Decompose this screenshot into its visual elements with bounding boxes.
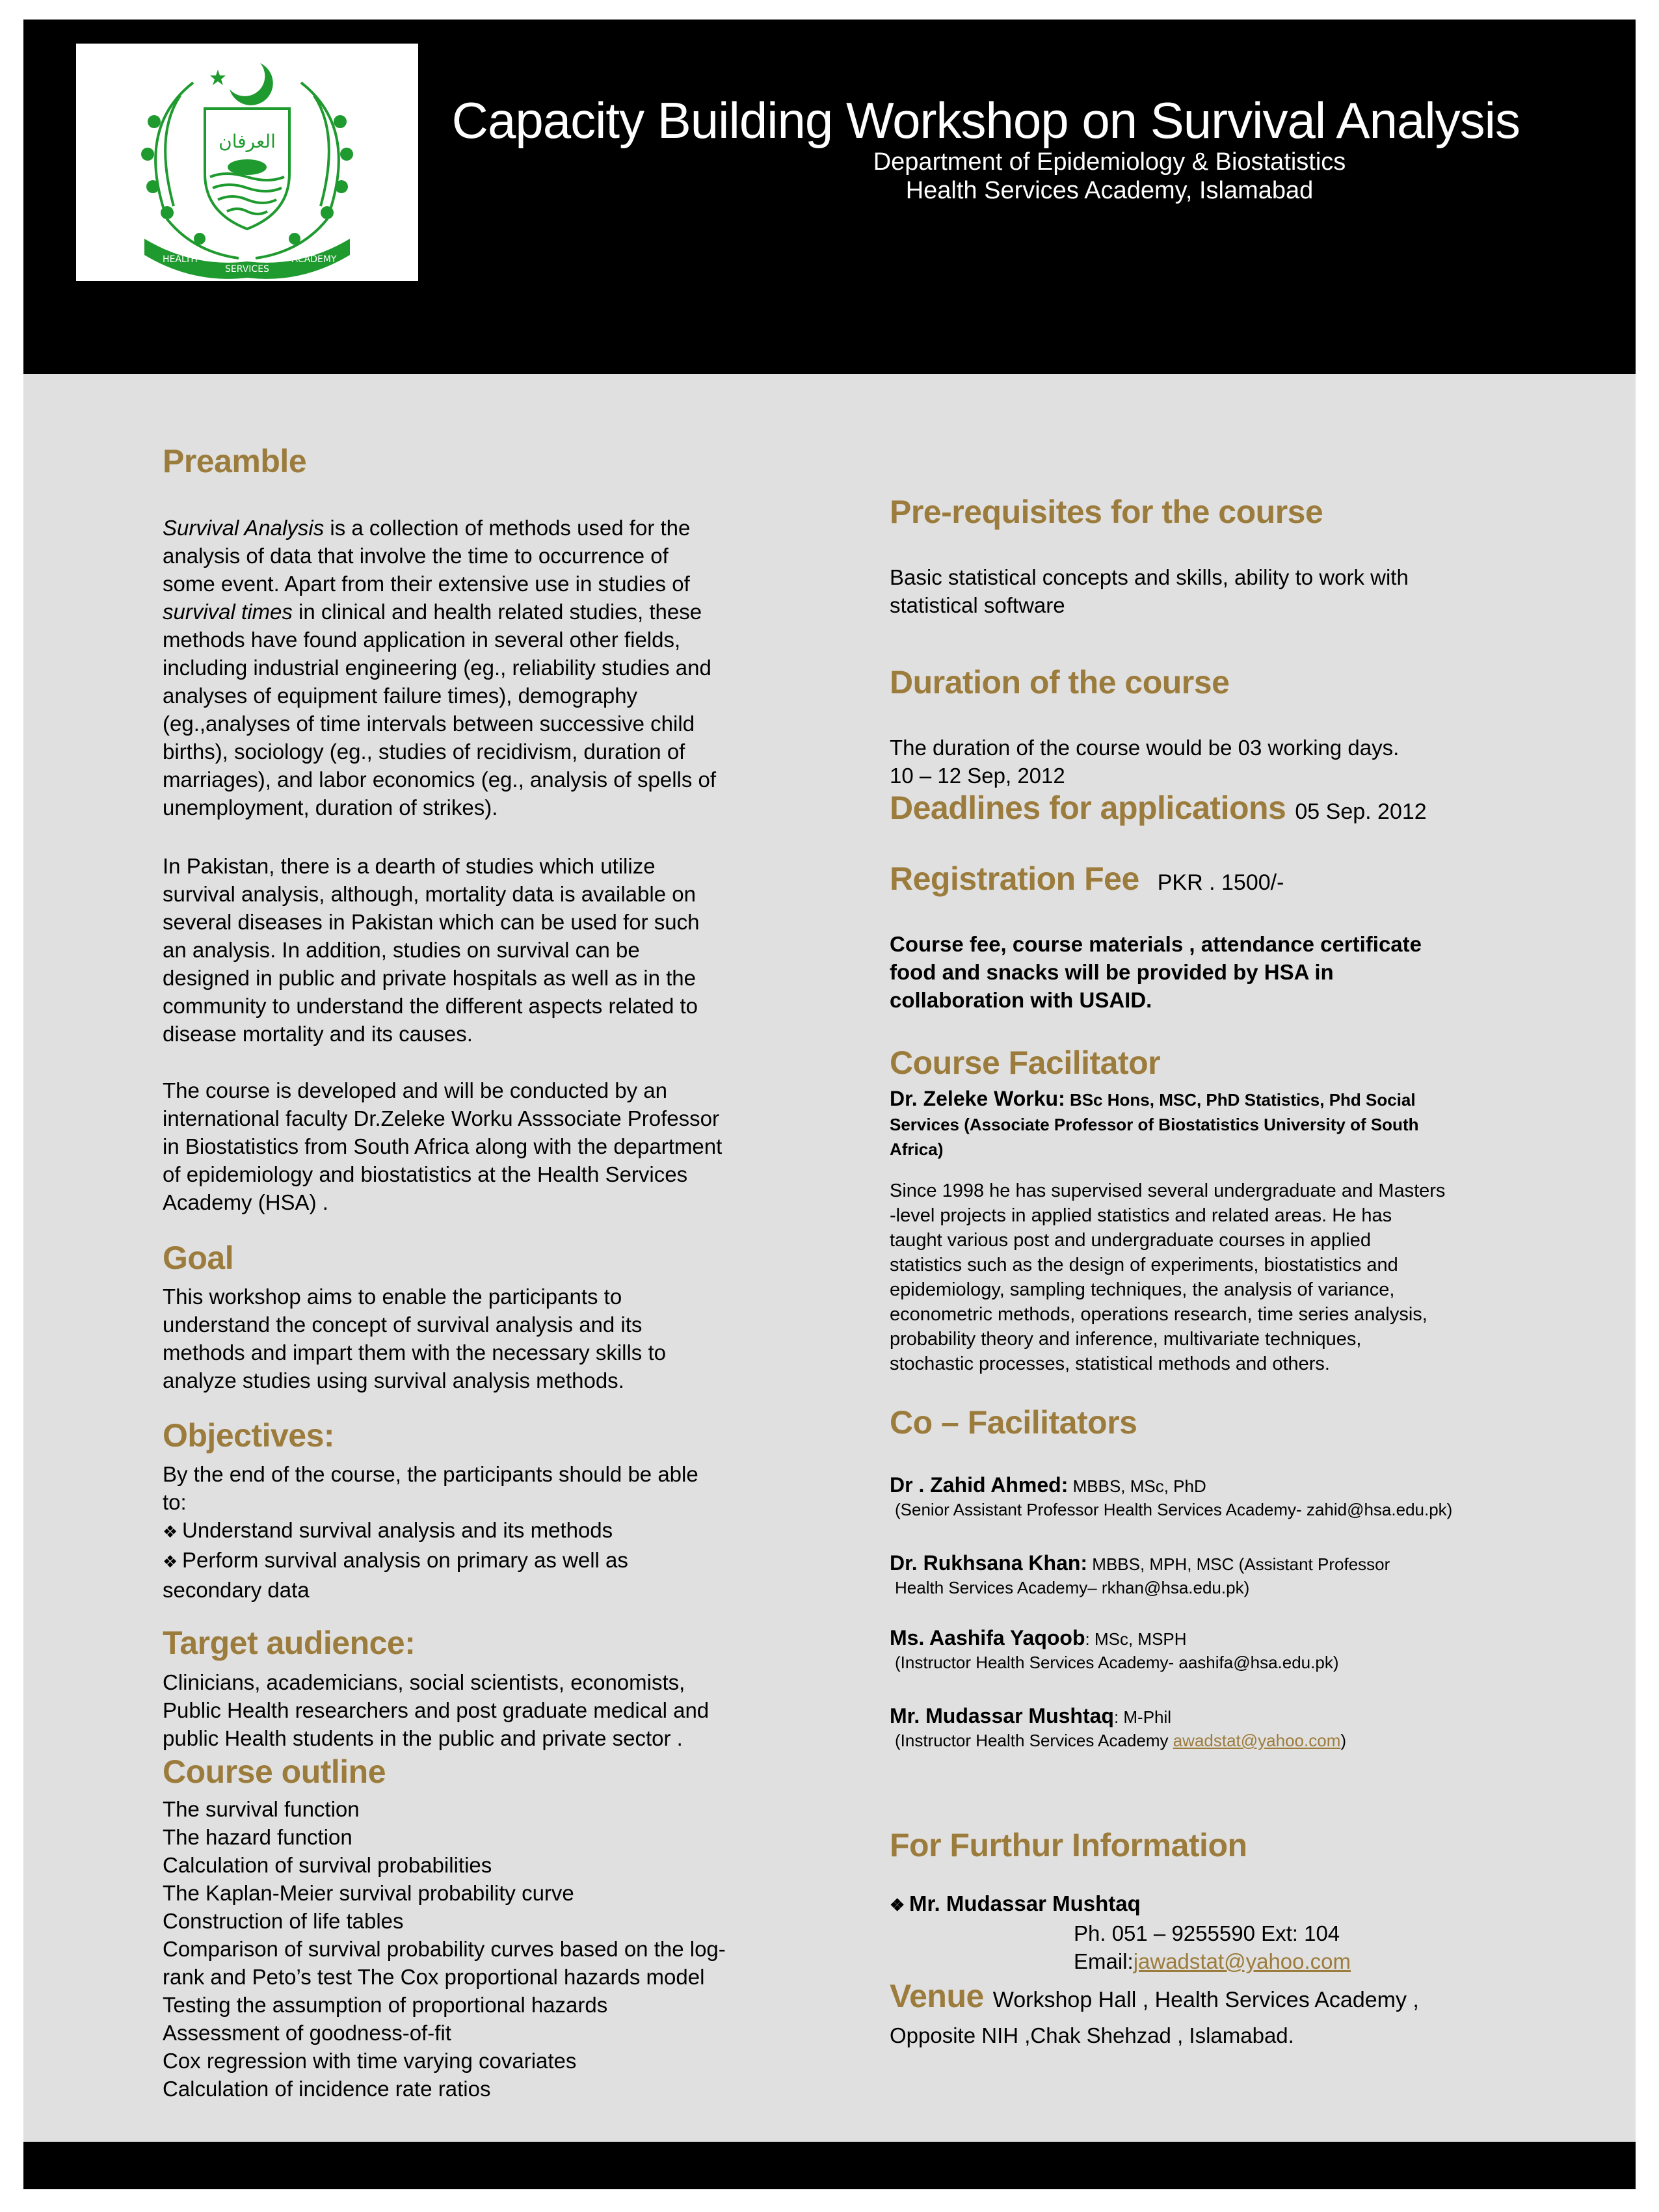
objective-item bbox=[163, 1516, 698, 1546]
text-line: MBBS, MSc, PhD bbox=[1068, 1476, 1206, 1496]
text-line: survival times bbox=[163, 600, 293, 624]
outline-item: Assessment of goodness-of-fit bbox=[163, 2021, 451, 2045]
text-line: in clinical and health related studies, these bbox=[292, 600, 702, 624]
co-facilitators-heading: Co – Facilitators bbox=[890, 1404, 1137, 1441]
text-line: (Instructor Health Services Academy- aashifa@hsa.edu.pk) bbox=[895, 1653, 1339, 1672]
objectives-text bbox=[163, 1460, 698, 1604]
institution-subtitle: Health Services Academy, Islamabad bbox=[905, 177, 1314, 204]
co-facilitator-item bbox=[890, 1626, 1338, 1674]
text-line: some event. Apart from their extensive use in studies of bbox=[163, 572, 690, 596]
goal-text bbox=[163, 1283, 666, 1394]
svg-text:العرفان: العرفان bbox=[219, 131, 276, 152]
footer-band bbox=[23, 2142, 1636, 2189]
duration-heading: Duration of the course bbox=[890, 664, 1230, 700]
text-line: (eg.,analyses of time intervals between successive child bbox=[163, 712, 695, 736]
co-facilitator-item bbox=[890, 1473, 1452, 1521]
course-outline-list bbox=[163, 1795, 726, 2103]
diamond-bullet-icon: ❖ bbox=[163, 1522, 178, 1541]
deadline-heading: Deadlines for applications 05 Sep. 2012 bbox=[890, 790, 1427, 826]
duration-text bbox=[890, 734, 1399, 790]
co-facilitator-item bbox=[890, 1551, 1390, 1599]
text-line bbox=[890, 1473, 1452, 1498]
text-line: an analysis. In addition, studies on survival can be bbox=[163, 938, 640, 962]
banner-word-health: HEALTH bbox=[163, 254, 198, 265]
text-line: births), sociology (eg., studies of recidivism, duration of bbox=[163, 740, 685, 764]
banner-word-services: SERVICES bbox=[225, 264, 269, 274]
text-line: : M-Phil bbox=[1113, 1707, 1172, 1727]
text-line: understand the concept of survival analysis and its bbox=[163, 1313, 643, 1337]
further-info-heading: For Furthur Information bbox=[890, 1827, 1247, 1863]
text-line: marriages), and labor economics (eg., analysis of spells of bbox=[163, 767, 717, 792]
text-line: (Instructor Health Services Academy bbox=[895, 1731, 1173, 1750]
text-line: ) bbox=[1340, 1731, 1347, 1750]
outline-item: Testing the assumption of proportional hazards bbox=[163, 1993, 608, 2017]
text-line: Dr. Rukhsana Khan: bbox=[890, 1551, 1088, 1575]
goal-heading: Goal bbox=[163, 1240, 234, 1276]
outline-item: Cox regression with time varying covariates bbox=[163, 2049, 577, 2073]
text-line: In Pakistan, there is a dearth of studies which utilize bbox=[163, 854, 656, 878]
text-line: of epidemiology and biostatistics at the Health Services bbox=[163, 1162, 688, 1186]
text-line: in Biostatistics from South Africa along with the department bbox=[163, 1134, 723, 1158]
text-line: Mr. Mudassar Mushtaq bbox=[890, 1704, 1114, 1727]
facilitator-credentials bbox=[890, 1086, 1418, 1162]
text-line: methods have found application in several other fields, bbox=[163, 628, 681, 652]
preamble-paragraph-2 bbox=[163, 852, 699, 1048]
text-line bbox=[890, 1729, 1346, 1752]
text-line: analyses of equipment failure times), demography bbox=[163, 684, 638, 708]
text-line: Services (Associate Professor of Biostatistics University of South bbox=[890, 1115, 1419, 1134]
banner-word-academy: ACADEMY bbox=[291, 254, 337, 265]
objective-item bbox=[163, 1546, 698, 1576]
text-line: analysis of data that involve the time to occurrence of bbox=[163, 544, 669, 568]
target-audience-heading: Target audience: bbox=[163, 1625, 416, 1661]
text-line: to: bbox=[163, 1490, 187, 1514]
text-line: Africa) bbox=[890, 1139, 944, 1159]
text-line: including industrial engineering (eg., reliability studies and bbox=[163, 656, 711, 680]
text-line: methods and impart them with the necessary skills to bbox=[163, 1340, 667, 1365]
outline-item: Calculation of incidence rate ratios bbox=[163, 2077, 491, 2101]
email-link-awadstat[interactable]: awadstat@yahoo.com bbox=[1173, 1731, 1341, 1750]
text-line: Understand survival analysis and its methods bbox=[182, 1518, 613, 1542]
preamble-paragraph-3 bbox=[163, 1076, 722, 1216]
text-line: Clinicians, academicians, social scientists, economists, bbox=[163, 1670, 685, 1694]
text-line: Email: bbox=[1074, 1949, 1134, 1973]
text-line bbox=[163, 514, 716, 542]
contact-name: Mr. Mudassar Mushtaq bbox=[909, 1891, 1141, 1915]
text-line bbox=[890, 1551, 1390, 1576]
text-line: food and snacks will be provided by HSA in bbox=[890, 960, 1334, 984]
text-line: international faculty Dr.Zeleke Worku Asssociate Professor bbox=[163, 1106, 719, 1130]
text-line: unemployment, duration of strikes). bbox=[163, 795, 498, 820]
contact-phone: Ph. 051 – 9255590 Ext: 104 bbox=[1074, 1921, 1340, 1945]
text-line: : MSc, MSPH bbox=[1085, 1629, 1187, 1649]
text-line: statistics such as the design of experiments, biostatistics and bbox=[890, 1255, 1398, 1275]
text-line bbox=[163, 598, 716, 626]
text-line: Public Health researchers and post graduate medical and bbox=[163, 1698, 710, 1722]
email-link-jawadstat[interactable]: jawadstat@yahoo.com bbox=[1133, 1949, 1351, 1973]
text-line: MBBS, MPH, MSC (Assistant Professor bbox=[1087, 1554, 1390, 1574]
text-line: disease mortality and its causes. bbox=[163, 1022, 473, 1046]
preamble-heading: Preamble bbox=[163, 443, 307, 479]
outline-item: Comparison of survival probability curves based on the log- bbox=[163, 1937, 726, 1961]
text-line bbox=[890, 1626, 1338, 1651]
text-line bbox=[890, 1947, 1351, 1975]
objectives-heading: Objectives: bbox=[163, 1417, 335, 1454]
text-line bbox=[890, 1086, 1418, 1112]
text-line: Health Services Academy– rkhan@hsa.edu.pk) bbox=[895, 1578, 1250, 1597]
text-line: This workshop aims to enable the participants to bbox=[163, 1285, 622, 1309]
diamond-bullet-icon: ❖ bbox=[163, 1552, 178, 1571]
outline-item: The survival function bbox=[163, 1797, 360, 1821]
course-facilitator-heading: Course Facilitator bbox=[890, 1045, 1161, 1081]
course-outline-heading: Course outline bbox=[163, 1753, 386, 1790]
registration-fee-heading: Registration Fee PKR . 1500/- bbox=[890, 860, 1284, 897]
text-line: The duration of the course would be 03 working days. bbox=[890, 736, 1400, 760]
text-line: epidemiology, sampling techniques, the analysis of variance, bbox=[890, 1279, 1395, 1300]
text-line: statistical software bbox=[890, 593, 1065, 617]
text-line: survival analysis, although, mortality data is available on bbox=[163, 882, 696, 906]
outline-item: Calculation of survival probabilities bbox=[163, 1853, 492, 1877]
outline-item: The Kaplan-Meier survival probability curve bbox=[163, 1881, 574, 1905]
outline-item: The hazard function bbox=[163, 1825, 352, 1849]
diamond-bullet-icon: ❖ bbox=[890, 1895, 905, 1915]
outline-item: rank and Peto’s test The Cox proportional hazards model bbox=[163, 1965, 705, 1989]
text-line: Survival Analysis bbox=[163, 516, 325, 540]
text-line: is a collection of methods used for the bbox=[324, 516, 691, 540]
text-line: econometric methods, operations research, time series analysis, bbox=[890, 1304, 1427, 1325]
text-line: secondary data bbox=[163, 1578, 310, 1602]
text-line: -level projects in applied statistics and related areas. He has bbox=[890, 1205, 1392, 1226]
text-line: By the end of the course, the participants should be able bbox=[163, 1462, 698, 1486]
text-line: Academy (HSA) . bbox=[163, 1190, 328, 1214]
text-line: analyze studies using survival analysis methods. bbox=[163, 1368, 624, 1392]
text-line: Perform survival analysis on primary as well as bbox=[182, 1548, 628, 1572]
facilitator-name: Dr. Zeleke Worku: bbox=[890, 1087, 1065, 1110]
header-banner bbox=[23, 20, 1636, 374]
target-audience-text bbox=[163, 1668, 709, 1752]
text-line bbox=[890, 1704, 1346, 1729]
text-line: Dr . Zahid Ahmed: bbox=[890, 1473, 1068, 1497]
prerequisites-text bbox=[890, 563, 1409, 619]
deadline-date: 05 Sep. 2012 bbox=[1295, 799, 1427, 824]
co-facilitator-item bbox=[890, 1704, 1346, 1752]
prerequisites-heading: Pre-requisites for the course bbox=[890, 494, 1323, 530]
text-line: designed in public and private hospitals as well as in the bbox=[163, 966, 697, 990]
venue-line-2: Opposite NIH ,Chak Shehzad , Islamabad. bbox=[890, 2023, 1294, 2047]
facilitator-bio bbox=[890, 1179, 1445, 1376]
preamble-paragraph-1 bbox=[163, 514, 716, 821]
text-line: Course fee, course materials , attendance certificate bbox=[890, 932, 1422, 956]
hsa-logo bbox=[76, 44, 418, 281]
outline-item: Construction of life tables bbox=[163, 1909, 404, 1933]
text-line: Ms. Aashifa Yaqoob bbox=[890, 1626, 1085, 1649]
venue-heading: Venue Workshop Hall , Health Services Academy , bbox=[890, 1978, 1419, 2014]
venue-line-1: Workshop Hall , Health Services Academy , bbox=[992, 1988, 1419, 2012]
text-line: community to understand the different aspects related to bbox=[163, 994, 698, 1018]
text-line: The course is developed and will be conducted by an bbox=[163, 1078, 667, 1102]
text-line bbox=[890, 1889, 1351, 1919]
registration-note bbox=[890, 930, 1422, 1014]
text-line: taught various post and undergraduate courses in applied bbox=[890, 1230, 1372, 1251]
text-line: BSc Hons, MSC, PhD Statistics, Phd Social bbox=[1065, 1090, 1416, 1110]
text-line: 10 – 12 Sep, 2012 bbox=[890, 764, 1065, 788]
text-line: Basic statistical concepts and skills, ability to work with bbox=[890, 565, 1409, 589]
text-line: probability theory and inference, multivariate techniques, bbox=[890, 1329, 1362, 1350]
text-line: Since 1998 he has supervised several undergraduate and Masters bbox=[890, 1180, 1446, 1201]
text-line: several diseases in Pakistan which can be used for such bbox=[163, 910, 700, 934]
text-line: stochastic processes, statistical methods and others. bbox=[890, 1353, 1330, 1374]
text-line: public Health students in the public and private sector . bbox=[163, 1726, 683, 1750]
page-title: Capacity Building Workshop on Survival Analysis bbox=[451, 92, 1520, 149]
text-line: collaboration with USAID. bbox=[890, 988, 1152, 1012]
registration-fee-amount: PKR . 1500/- bbox=[1157, 870, 1284, 895]
emblem-icon bbox=[76, 44, 418, 281]
text-line: (Senior Assistant Professor Health Services Academy- zahid@hsa.edu.pk) bbox=[895, 1500, 1453, 1519]
department-subtitle: Department of Epidemiology & Biostatistics bbox=[873, 148, 1346, 176]
contact-block bbox=[890, 1889, 1351, 1975]
